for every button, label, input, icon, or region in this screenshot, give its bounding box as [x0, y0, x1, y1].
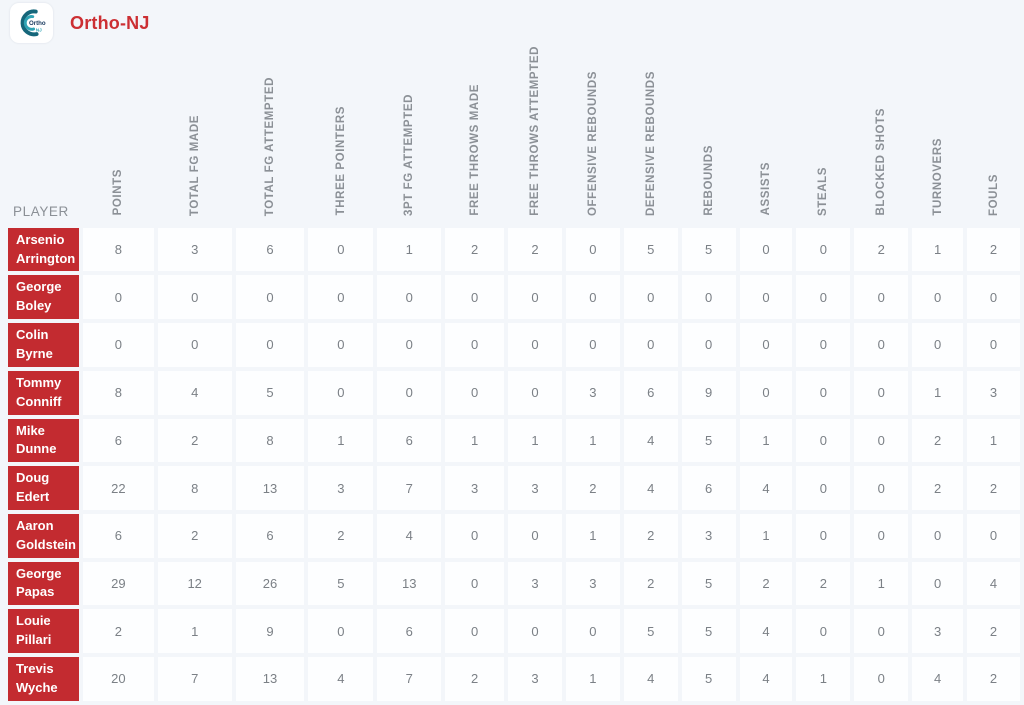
column-header-player: PLAYER — [13, 203, 69, 219]
stat-cell: 13 — [377, 562, 441, 606]
stat-cell: 12 — [158, 562, 232, 606]
player-name-cell: Doug Edert — [8, 466, 79, 510]
stat-cell: 0 — [796, 609, 850, 653]
stat-cell: 9 — [236, 609, 305, 653]
column-header-label: THREE POINTERS — [334, 106, 347, 216]
stat-cell: 4 — [377, 514, 441, 558]
stat-cell: 0 — [796, 466, 850, 510]
column-header-rebounds — [682, 46, 736, 224]
stat-cell: 5 — [236, 371, 305, 415]
stat-cell: 4 — [740, 657, 793, 701]
stat-cell: 0 — [740, 228, 793, 272]
stat-cell: 1 — [158, 609, 232, 653]
column-header-free-throws-attempted — [508, 46, 562, 224]
stat-cell: 0 — [854, 466, 908, 510]
player-name-cell: Colin Byrne — [8, 323, 79, 367]
stat-cell: 0 — [912, 514, 963, 558]
stat-cell: 0 — [854, 419, 908, 463]
stat-cell: 0 — [854, 323, 908, 367]
column-header-3pt-fg-attempted — [377, 46, 441, 224]
stat-cell: 8 — [83, 228, 154, 272]
stat-cell: 0 — [445, 275, 504, 319]
column-header-label: ASSISTS — [759, 162, 772, 216]
stat-cell: 3 — [682, 514, 736, 558]
stat-cell: 5 — [682, 562, 736, 606]
stat-cell: 0 — [566, 275, 620, 319]
stat-cell: 20 — [83, 657, 154, 701]
stat-cell: 2 — [566, 466, 620, 510]
column-header-three-pointers — [308, 46, 373, 224]
stat-cell: 0 — [796, 371, 850, 415]
stat-cell: 0 — [83, 275, 154, 319]
stat-cell: 2 — [740, 562, 793, 606]
stat-cell: 6 — [236, 514, 305, 558]
column-header-defensive-rebounds — [624, 46, 678, 224]
stat-cell: 0 — [377, 371, 441, 415]
stat-cell: 0 — [740, 275, 793, 319]
stat-cell: 0 — [308, 609, 373, 653]
stat-cell: 2 — [854, 228, 908, 272]
logo-text-nj: NJ — [35, 28, 42, 34]
stat-cell: 0 — [796, 323, 850, 367]
table-row — [8, 514, 1020, 558]
stat-cell: 3 — [445, 466, 504, 510]
stat-cell: 3 — [508, 466, 562, 510]
stat-cell: 6 — [624, 371, 678, 415]
column-header-assists — [740, 46, 793, 224]
stat-cell: 2 — [967, 657, 1020, 701]
stat-cell: 2 — [445, 657, 504, 701]
stat-cell: 0 — [854, 275, 908, 319]
column-header-label: FOULS — [987, 173, 1000, 216]
stat-cell: 0 — [445, 514, 504, 558]
stat-cell: 0 — [83, 323, 154, 367]
stat-cell: 0 — [445, 609, 504, 653]
stat-cell: 1 — [508, 419, 562, 463]
stat-cell: 3 — [566, 371, 620, 415]
stat-cell: 2 — [624, 562, 678, 606]
stat-cell: 1 — [740, 419, 793, 463]
player-name-cell: Mike Dunne — [8, 419, 79, 463]
stat-cell: 6 — [682, 466, 736, 510]
stat-cell: 0 — [236, 323, 305, 367]
stat-cell: 6 — [83, 419, 154, 463]
stat-cell: 3 — [508, 657, 562, 701]
stat-cell: 7 — [377, 466, 441, 510]
stat-cell: 2 — [158, 419, 232, 463]
stat-cell: 1 — [445, 419, 504, 463]
stat-cell: 0 — [158, 323, 232, 367]
stat-cell: 0 — [912, 323, 963, 367]
logo-swirl-icon — [13, 6, 50, 40]
stat-cell: 2 — [967, 466, 1020, 510]
stat-cell: 0 — [624, 275, 678, 319]
stat-cell: 0 — [308, 371, 373, 415]
stat-cell: 0 — [508, 323, 562, 367]
stat-cell: 1 — [912, 228, 963, 272]
stat-cell: 0 — [740, 371, 793, 415]
table-row — [8, 419, 1020, 463]
stat-cell: 0 — [796, 228, 850, 272]
stat-cell: 8 — [158, 466, 232, 510]
column-header-label: TOTAL FG ATTEMPTED — [264, 76, 277, 216]
stat-cell: 3 — [508, 562, 562, 606]
stat-cell: 0 — [796, 419, 850, 463]
stat-cell: 4 — [912, 657, 963, 701]
stat-cell: 0 — [854, 657, 908, 701]
column-header-label: TURNOVERS — [931, 138, 944, 216]
stat-cell: 0 — [967, 323, 1020, 367]
stat-cell: 29 — [83, 562, 154, 606]
stat-cell: 4 — [158, 371, 232, 415]
stat-cell: 22 — [83, 466, 154, 510]
stat-cell: 6 — [377, 419, 441, 463]
column-header-label: STEALS — [817, 166, 830, 216]
stat-cell: 0 — [912, 275, 963, 319]
stat-cell: 0 — [377, 323, 441, 367]
stat-cell: 0 — [854, 371, 908, 415]
column-header-total-fg-made — [158, 46, 232, 224]
stat-cell: 2 — [83, 609, 154, 653]
stat-cell: 2 — [796, 562, 850, 606]
stat-cell: 2 — [158, 514, 232, 558]
stat-cell: 0 — [508, 371, 562, 415]
column-header-offensive-rebounds — [566, 46, 620, 224]
column-header-turnovers — [912, 46, 963, 224]
player-name-cell: Louie Pillari — [8, 609, 79, 653]
table-row — [8, 609, 1020, 653]
stat-cell: 0 — [508, 275, 562, 319]
table-row — [8, 275, 1020, 319]
stat-cell: 2 — [967, 228, 1020, 272]
column-header-fouls — [967, 46, 1020, 224]
stat-cell: 4 — [624, 657, 678, 701]
stat-cell: 0 — [508, 609, 562, 653]
table-row — [8, 371, 1020, 415]
logo-text-ortho: Ortho — [28, 20, 46, 28]
stat-cell: 0 — [854, 514, 908, 558]
stat-cell: 13 — [236, 466, 305, 510]
stat-cell: 1 — [566, 419, 620, 463]
column-header-label: BLOCKED SHOTS — [875, 108, 888, 216]
stat-cell: 0 — [796, 514, 850, 558]
column-header-points — [83, 46, 154, 224]
stat-cell: 4 — [967, 562, 1020, 606]
column-header-total-fg-attempted — [236, 46, 305, 224]
stat-cell: 1 — [566, 657, 620, 701]
stat-cell: 0 — [912, 562, 963, 606]
stat-cell: 6 — [377, 609, 441, 653]
stat-cell: 0 — [796, 275, 850, 319]
column-header-label: POINTS — [112, 169, 125, 216]
stat-cell: 26 — [236, 562, 305, 606]
stat-cell: 3 — [566, 562, 620, 606]
stat-cell: 0 — [236, 275, 305, 319]
stat-cell: 0 — [740, 323, 793, 367]
stat-cell: 5 — [682, 228, 736, 272]
stat-cell: 0 — [566, 323, 620, 367]
stat-cell: 1 — [854, 562, 908, 606]
player-name-cell: George Papas — [8, 562, 79, 606]
table-row — [8, 228, 1020, 272]
stat-cell: 3 — [308, 466, 373, 510]
stat-cell: 0 — [854, 609, 908, 653]
column-header-label: FREE THROWS ATTEMPTED — [528, 46, 541, 216]
stat-cell: 2 — [624, 514, 678, 558]
stat-cell: 0 — [308, 228, 373, 272]
page-title: Ortho-NJ — [70, 12, 150, 33]
column-header-steals — [796, 46, 850, 224]
column-header-free-throws-made — [445, 46, 504, 224]
stat-cell: 5 — [682, 419, 736, 463]
stat-cell: 1 — [967, 419, 1020, 463]
stat-cell: 4 — [308, 657, 373, 701]
table-row — [8, 323, 1020, 367]
column-header-label: DEFENSIVE REBOUNDS — [644, 70, 657, 216]
stat-cell: 0 — [308, 323, 373, 367]
stat-cell: 0 — [445, 371, 504, 415]
stat-cell: 1 — [740, 514, 793, 558]
table-row — [8, 562, 1020, 606]
stat-cell: 0 — [158, 275, 232, 319]
player-stats-table — [4, 42, 1024, 705]
stat-cell: 3 — [967, 371, 1020, 415]
column-header-blocked-shots — [854, 46, 908, 224]
stat-cell: 4 — [740, 609, 793, 653]
stat-cell: 1 — [377, 228, 441, 272]
player-name-cell: George Boley — [8, 275, 79, 319]
stat-cell: 5 — [624, 228, 678, 272]
stat-cell: 7 — [377, 657, 441, 701]
stat-cell: 13 — [236, 657, 305, 701]
stat-cell: 5 — [624, 609, 678, 653]
app-header — [0, 0, 1024, 42]
stat-cell: 2 — [508, 228, 562, 272]
stat-cell: 0 — [566, 228, 620, 272]
table-row — [8, 657, 1020, 701]
stat-cell: 5 — [682, 609, 736, 653]
stat-cell: 5 — [682, 657, 736, 701]
column-header-label: 3PT FG ATTEMPTED — [403, 93, 416, 216]
table-header-row — [8, 46, 1020, 224]
stat-cell: 3 — [158, 228, 232, 272]
stat-cell: 4 — [624, 419, 678, 463]
ortho-nj-logo — [10, 3, 53, 43]
stat-cell: 0 — [682, 323, 736, 367]
stat-cell: 0 — [508, 514, 562, 558]
stat-cell: 0 — [377, 275, 441, 319]
stat-cell: 6 — [236, 228, 305, 272]
stat-cell: 5 — [308, 562, 373, 606]
stat-cell: 0 — [308, 275, 373, 319]
player-name-cell: Trevis Wyche — [8, 657, 79, 701]
stat-cell: 1 — [566, 514, 620, 558]
stat-cell: 0 — [445, 323, 504, 367]
column-header-label: REBOUNDS — [702, 145, 715, 216]
stat-cell: 2 — [912, 419, 963, 463]
stat-cell: 2 — [445, 228, 504, 272]
stat-cell: 2 — [912, 466, 963, 510]
stat-cell: 9 — [682, 371, 736, 415]
stat-cell: 1 — [796, 657, 850, 701]
table-row — [8, 466, 1020, 510]
stat-cell: 1 — [308, 419, 373, 463]
stat-cell: 4 — [740, 466, 793, 510]
player-name-cell: Arsenio Arrington — [8, 228, 79, 272]
stat-cell: 0 — [445, 562, 504, 606]
stat-cell: 0 — [624, 323, 678, 367]
player-name-cell: Tommy Conniff — [8, 371, 79, 415]
stat-cell: 0 — [566, 609, 620, 653]
column-header-label: FREE THROWS MADE — [468, 84, 481, 216]
stat-cell: 1 — [912, 371, 963, 415]
stat-cell: 2 — [308, 514, 373, 558]
stat-cell: 0 — [967, 514, 1020, 558]
stat-cell: 6 — [83, 514, 154, 558]
stat-cell: 3 — [912, 609, 963, 653]
column-header-label: OFFENSIVE REBOUNDS — [586, 70, 599, 216]
stat-cell: 2 — [967, 609, 1020, 653]
stat-cell: 8 — [83, 371, 154, 415]
stat-cell: 7 — [158, 657, 232, 701]
player-name-cell: Aaron Goldstein — [8, 514, 79, 558]
stat-cell: 4 — [624, 466, 678, 510]
stat-cell: 0 — [682, 275, 736, 319]
stat-cell: 0 — [967, 275, 1020, 319]
column-header-label: TOTAL FG MADE — [188, 114, 201, 216]
stat-cell: 8 — [236, 419, 305, 463]
